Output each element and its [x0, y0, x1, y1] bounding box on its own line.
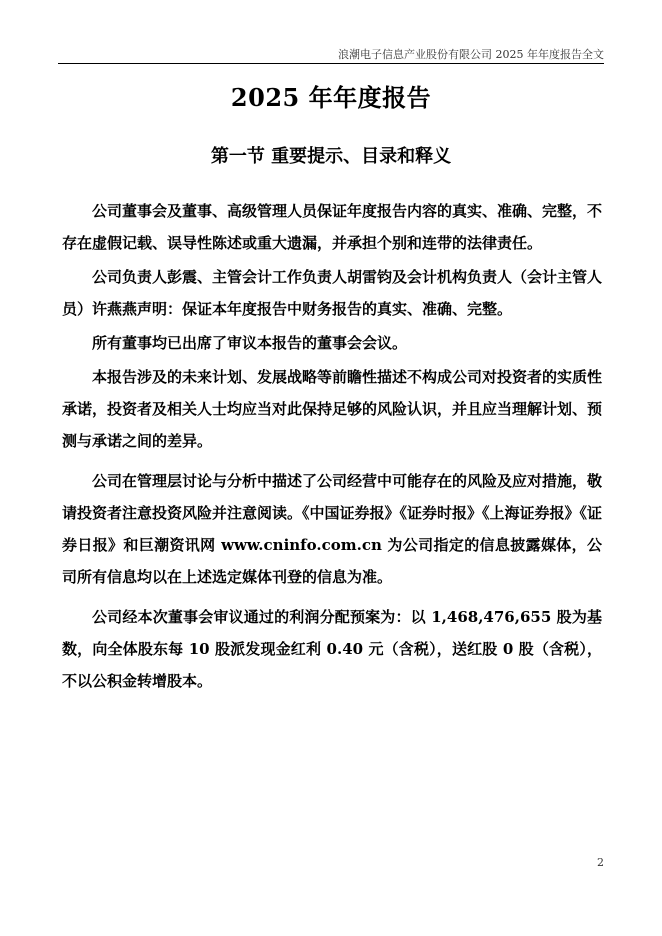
notice-body: [62, 195, 602, 697]
paragraph-responsible-persons: 公司负责人彭震、主管会计工作负责人胡雷钧及会计机构负责人（会计主管人员）许燕燕声明：保证本年度报告中财务报告的真实、准确、完整。: [62, 268, 603, 318]
paragraph-directors-attendance: 所有董事均已出席了审议本报告的董事会会议。: [92, 334, 408, 352]
running-header: 浪潮电子信息产业股份有限公司 2025 年年度报告全文: [338, 48, 604, 61]
paragraph-risk-media: 公司在管理层讨论与分析中描述了公司经营中可能存在的风险及应对措施，敬请投资者注意投资风险并注意阅读。《中国证券报》《证券时报》《上海证券报》《证券日报》和巨潮资讯网 www.cninfo.com.cn 为公司指定的信息披露媒体，公司所有信息均以在上述选定媒体刊登的信息为准。: [62, 472, 603, 586]
section-title: 第一节 重要提示、目录和释义: [210, 146, 452, 167]
paragraph-forward-looking: 本报告涉及的未来计划、发展战略等前瞻性描述不构成公司对投资者的实质性承诺，投资者及相关人士均应当对此保持足够的风险认识，并且应当理解计划、预测与承诺之间的差异。: [62, 368, 603, 450]
report-title: 2025 年年度报告: [230, 83, 432, 112]
paragraph-profit-distribution: 公司经本次董事会审议通过的利润分配预案为：以 1,468,476,655 股为基数，向全体股东每 10 股派发现金红利 0.40 元（含税），送红股 0 股（含税），不以公积金转增股本。: [62, 608, 602, 690]
paragraph-board-guarantee: 公司董事会及董事、高级管理人员保证年度报告内容的真实、准确、完整，不存在虚假记载、误导性陈述或重大遗漏，并承担个别和连带的法律责任。: [62, 202, 603, 252]
header-divider: [58, 63, 604, 64]
page-number: 2: [597, 856, 604, 869]
